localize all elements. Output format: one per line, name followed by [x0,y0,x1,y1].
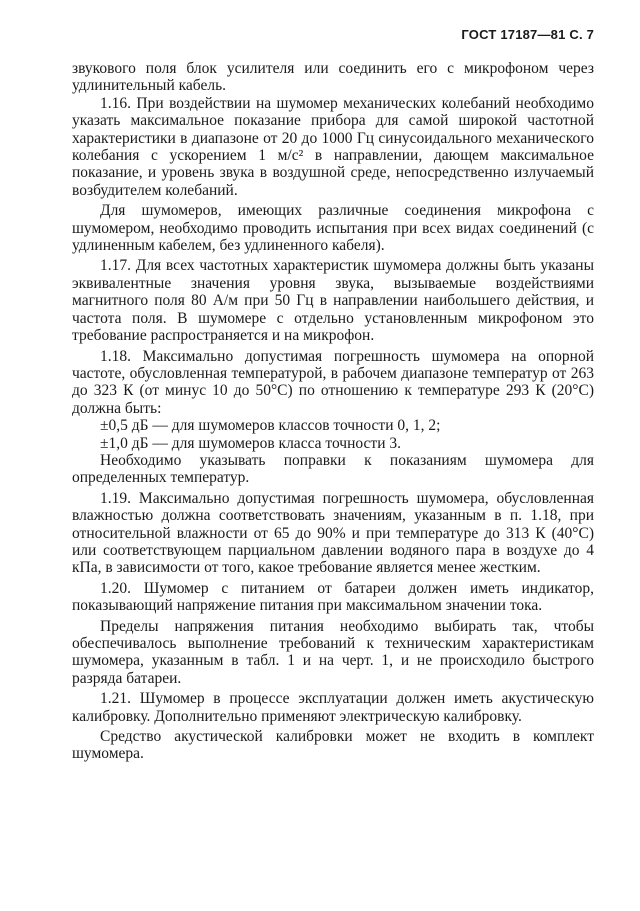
paragraph-1-19: 1.19. Максимально допустимая погрешность шумомера, обусловленная влажностью должна соответствовать значениям, указанным в п. 1.18, при относительной влажности от 65 до 90% и при температуре до 313 К (40°С) или соответствующем парциальном давлении водяного пара в воздухе до 4 кПа, в зависимости от того, какое требование является менее жестким. [72,489,594,577]
tolerance-class-0-1-2: ±0,5 дБ — для шумомеров классов точности 0, 1, 2; [100,417,441,435]
paragraph-1-16: 1.16. При воздействии на шумомер механических колебаний необходимо указать максимальное показание прибора для самой широкой частотной характеристики в диапазоне от 20 до 1000 Гц синусоидального механического колебания с ускорением 1 м/с² в направлении, дающем максимальное показание, и уровень звука в воздушной среде, непосредственно излучаемый возбудителем колебаний. [72,94,594,199]
paragraph-continuation: звукового поля блок усилителя или соединить его с микрофоном через удлинительный кабель. [72,60,594,95]
paragraph-1-20: 1.20. Шумомер с питанием от батареи должен иметь индикатор, показывающий напряжение питания при максимальном значении тока. [72,579,594,615]
paragraph-1-18-corrections: Необходимо указывать поправки к показаниям шумомера для определенных температур. [72,451,594,487]
paragraph-1-21-calibrator: Средство акустической калибровки может не входить в комплект шумомера. [72,728,594,763]
paragraph-1-20-voltage: Пределы напряжения питания необходимо выбирать так, чтобы обеспечивалось выполнение требований к техническим характеристикам шумомера, указанным в табл. 1 и на черт. 1, и не происходило быстрого разряда батареи. [72,617,594,687]
paragraph-1-18: 1.18. Максимально допустимая погрешность шумомера на опорной частоте, обусловленная температурой, в рабочем диапазоне температур от 263 до 323 К (от минус 10 до 50°С) по отношению к температуре 293 К (20°С) должна быть: [72,347,594,417]
paragraph-1-17: 1.17. Для всех частотных характеристик шумомера должны быть указаны эквивалентные значения уровня звука, вызываемые воздействиями магнитного поля 80 А/м при 50 Гц в направлении наибольшего действия, и частота поля. В шумомере с отдельно установленным микрофоном это требование распространяется и на микрофон. [72,257,594,345]
document-body [72,60,594,763]
page-header: ГОСТ 17187—81 С. 7 [461,27,594,42]
paragraph-1-21: 1.21. Шумомер в процессе эксплуатации должен иметь акустическую калибровку. Дополнительно применяют электрическую калибровку. [72,690,594,725]
paragraph-1-16-connections: Для шумомеров, имеющих различные соединения микрофона с шумомером, необходимо проводить испытания при всех видах соединений (с удлиненным кабелем, без удлиненного кабеля). [72,202,594,255]
tolerance-class-3: ±1,0 дБ — для шумомеров класса точности 3. [100,434,401,452]
